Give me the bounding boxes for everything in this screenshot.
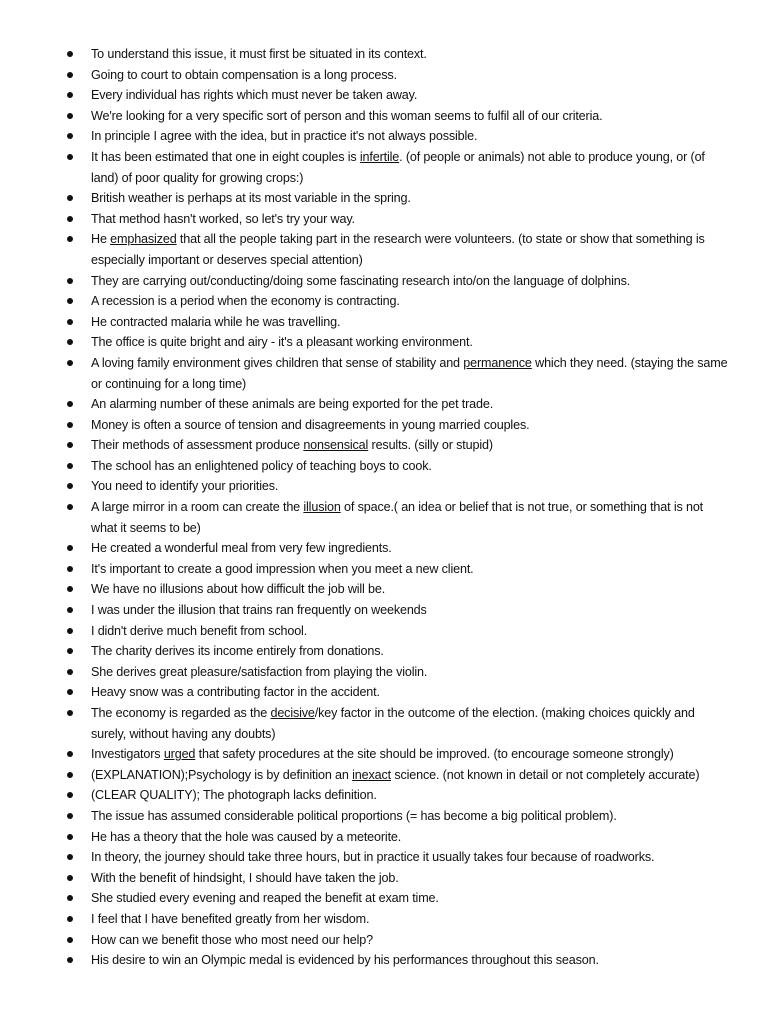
sentence-text: They are carrying out/conducting/doing some fascinating research into/on the language of dolphins. [91, 273, 631, 288]
bullet-icon [67, 895, 73, 901]
sentence-text: You need to identify your priorities. [91, 479, 279, 494]
sentence-text: How can we benefit those who most need our help? [91, 932, 373, 947]
sentence-text: He created a wonderful meal from very few ingredients. [91, 541, 392, 556]
bullet-icon [67, 937, 73, 943]
bullet-icon [67, 319, 73, 325]
sentence-text: In principle I agree with the idea, but in practice it's not always possible. [91, 129, 478, 144]
sentence-item [0, 44, 728, 65]
bullet-icon [67, 463, 73, 469]
bullet-icon [67, 834, 73, 840]
sentence-definition-text: that all the people taking part in the research were volunteers. (to state or show that something is especially important or deserves special attention) [91, 232, 705, 267]
sentence-item [0, 950, 728, 971]
bullet-icon [67, 72, 73, 78]
sentence-item [0, 291, 728, 312]
bullet-icon [67, 607, 73, 613]
bullet-icon [67, 772, 73, 778]
sentence-text: We have no illusions about how difficult the job will be. [91, 582, 386, 597]
bullet-icon [67, 566, 73, 572]
vocabulary-word: infertile [359, 149, 400, 164]
sentence-text: With the benefit of hindsight, I should have taken the job. [91, 870, 399, 885]
sentence-text: He [91, 232, 111, 247]
sentence-text: In theory, the journey should take three hours, but in practice it usually takes four because of roadworks. [91, 850, 655, 865]
vocabulary-word: decisive [270, 706, 315, 720]
sentence-item [0, 641, 728, 662]
sentence-definition-text: /key factor in the outcome of the election. (making choices quickly and surely, without having any doubts) [91, 706, 695, 741]
vocabulary-word: urged [163, 747, 196, 762]
sentence-item [0, 85, 728, 106]
bullet-icon [67, 813, 73, 819]
bullet-icon [67, 154, 73, 160]
sentence-text: Money is often a source of tension and disagreements in young married couples. [91, 417, 530, 432]
sentence-item [0, 827, 728, 848]
sentence-item [0, 332, 728, 353]
sentence-text: Heavy snow was a contributing factor in the accident. [91, 685, 380, 700]
sentence-text: His desire to win an Olympic medal is evidenced by his performances throughout this season. [91, 953, 599, 968]
sentence-text: British weather is perhaps at its most variable in the spring. [91, 191, 411, 206]
bullet-icon [67, 957, 73, 963]
bullet-icon [67, 545, 73, 551]
sentence-item [0, 621, 728, 642]
sentence-item [0, 65, 728, 86]
sentence-text: Every individual has rights which must never be taken away. [91, 88, 418, 103]
sentence-text: Investigators [91, 747, 164, 762]
bullet-icon [67, 422, 73, 428]
bullet-icon [67, 339, 73, 345]
sentence-definition-text: which they need. (staying the same or continuing for a long time) [91, 355, 728, 391]
sentence-item [0, 394, 728, 415]
bullet-icon [67, 792, 73, 798]
sentence-item [0, 559, 728, 580]
sentence-item [0, 353, 728, 394]
sentence-item [0, 147, 728, 188]
sentence-text: A loving family environment gives children that sense of stability and [91, 355, 464, 370]
bullet-icon [67, 133, 73, 139]
sentence-text: I feel that I have benefited greatly from her wisdom. [91, 911, 370, 926]
sentence-item [0, 930, 728, 951]
sentence-text: It's important to create a good impression when you meet a new client. [91, 561, 474, 576]
sentence-text: She derives great pleasure/satisfaction from playing the violin. [91, 664, 428, 679]
sentence-text: (CLEAR QUALITY); The photograph lacks definition. [91, 788, 377, 803]
bullet-icon [67, 689, 73, 695]
sentence-item [0, 476, 728, 497]
bullet-icon [67, 51, 73, 57]
sentence-item [0, 785, 728, 806]
sentence-item [0, 888, 728, 909]
sentence-item [0, 435, 728, 456]
sentence-item [0, 744, 728, 765]
sentence-item [0, 415, 728, 436]
sentence-item [0, 682, 728, 703]
sentence-text: The office is quite bright and airy - it's a pleasant working environment. [91, 335, 473, 350]
sentence-item [0, 312, 728, 333]
document-page [0, 44, 768, 971]
sentence-item [0, 106, 728, 127]
sentence-item [0, 662, 728, 683]
sentence-text: He contracted malaria while he was travelling. [91, 314, 341, 329]
sentence-item [0, 538, 728, 559]
sentence-definition-text: science. (not known in detail or not completely accurate) [390, 767, 700, 782]
bullet-icon [67, 669, 73, 675]
sentence-text: It has been estimated that one in eight couples is [91, 149, 360, 164]
sentence-item [0, 126, 728, 147]
sentence-text: The economy is regarded as the [91, 706, 271, 720]
sentence-text: The issue has assumed considerable political proportions (= has become a big political problem). [91, 808, 617, 823]
sentence-item [0, 847, 728, 868]
sentence-text: An alarming number of these animals are being exported for the pet trade. [91, 397, 494, 412]
sentence-text: The charity derives its income entirely from donations. [91, 644, 384, 659]
bullet-icon [67, 710, 73, 716]
bullet-icon [67, 751, 73, 757]
sentence-item [0, 271, 728, 292]
sentence-definition-text: . (of people or animals) not able to produce young, or (of land) of poor quality for growing crops:) [91, 149, 705, 185]
sentence-text: A large mirror in a room can create the [91, 500, 304, 515]
sentence-item [0, 600, 728, 621]
sentence-item [0, 765, 728, 786]
sentence-item [0, 579, 728, 600]
bullet-icon [67, 195, 73, 201]
sentence-text: (EXPLANATION);Psychology is by definition an [91, 767, 353, 782]
vocabulary-word: illusion [303, 500, 341, 515]
sentence-item [0, 497, 728, 538]
sentence-text: Going to court to obtain compensation is a long process. [91, 67, 397, 82]
sentence-item [0, 456, 728, 477]
sentence-item [0, 806, 728, 827]
bullet-icon [67, 92, 73, 98]
sentence-text: I didn't derive much benefit from school. [91, 623, 308, 638]
sentence-text: I was under the illusion that trains ran frequently on weekends [91, 603, 427, 618]
bullet-icon [67, 875, 73, 881]
sentence-definition-text: that safety procedures at the site should be improved. (to encourage someone strongly) [195, 747, 674, 762]
sentence-item [0, 209, 728, 230]
bullet-icon [67, 360, 73, 366]
bullet-icon [67, 628, 73, 634]
sentence-item [0, 703, 728, 744]
sentence-text: The school has an enlightened policy of teaching boys to cook. [91, 458, 432, 473]
sentence-item [0, 229, 728, 270]
bullet-icon [67, 278, 73, 284]
vocabulary-sentence-list [0, 44, 768, 971]
sentence-item [0, 188, 728, 209]
sentence-item [0, 909, 728, 930]
bullet-icon [67, 586, 73, 592]
sentence-item [0, 868, 728, 889]
bullet-icon [67, 648, 73, 654]
bullet-icon [67, 854, 73, 860]
vocabulary-word: permanence [463, 355, 532, 370]
vocabulary-word: nonsensical [303, 438, 369, 453]
sentence-definition-text: results. (silly or stupid) [368, 438, 493, 453]
bullet-icon [67, 236, 73, 242]
sentence-definition-text: of space.( an idea or belief that is not true, or something that is not what it seems to be) [91, 500, 704, 535]
sentence-text: We're looking for a very specific sort of person and this woman seems to fulfil all of our criteria. [91, 108, 603, 123]
sentence-text: A recession is a period when the economy is contracting. [91, 294, 400, 309]
vocabulary-word: inexact [352, 767, 391, 782]
sentence-text: She studied every evening and reaped the benefit at exam time. [91, 891, 439, 906]
bullet-icon [67, 504, 73, 510]
vocabulary-word: emphasized [110, 232, 177, 247]
sentence-text: He has a theory that the hole was caused by a meteorite. [91, 829, 402, 844]
sentence-text: That method hasn't worked, so let's try your way. [91, 211, 355, 226]
bullet-icon [67, 401, 73, 407]
bullet-icon [67, 298, 73, 304]
bullet-icon [67, 916, 73, 922]
sentence-text: Their methods of assessment produce [91, 438, 304, 453]
bullet-icon [67, 483, 73, 489]
bullet-icon [67, 442, 73, 448]
bullet-icon [67, 113, 73, 119]
bullet-icon [67, 216, 73, 222]
sentence-text: To understand this issue, it must first be situated in its context. [91, 47, 427, 61]
